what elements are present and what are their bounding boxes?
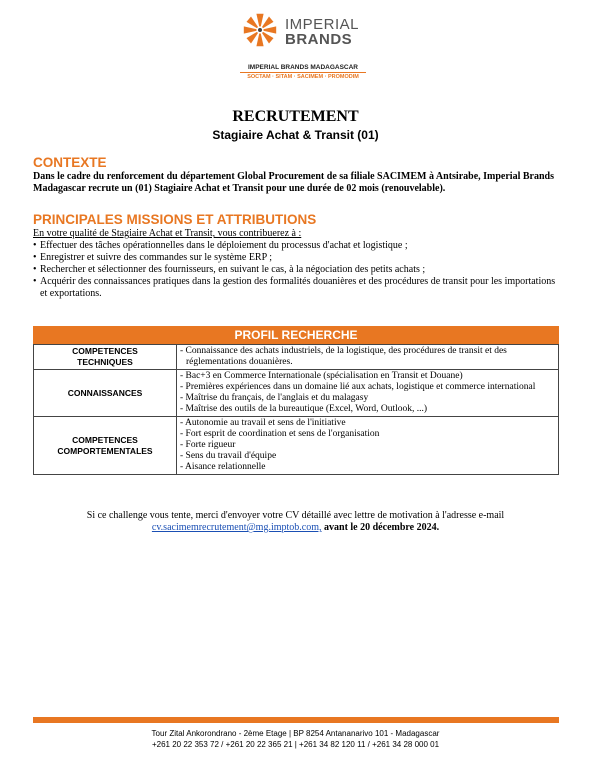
contexte-text: Dans le cadre du renforcement du département Global Procurement de sa filiale SACIMEM à Antsirabe, Imperial Brands Madagascar recrute un (01) Stagiaire Achat et Transit pour une durée de 02 mois (renouvelable). bbox=[33, 171, 554, 194]
row-label-line: COMPORTEMENTALES bbox=[57, 445, 153, 456]
company-name: IMPERIAL BRANDS MADAGASCAR bbox=[247, 64, 359, 71]
footer-address: Tour Zital Ankorondrano - 2ème Etage | BP 8254 Antananarivo 101 - Madagascar bbox=[151, 729, 440, 738]
list-item: - Autonomie au travail et sens de l'initiative bbox=[180, 418, 346, 428]
company-entities: SOCTAM · SITAM · SACIMEM · PROMODIM bbox=[247, 74, 359, 80]
row-content bbox=[177, 370, 559, 417]
row-label bbox=[34, 370, 177, 417]
table-row bbox=[34, 345, 559, 370]
missions-block bbox=[33, 228, 559, 300]
profil-heading: PROFIL RECHERCHE bbox=[33, 326, 559, 344]
missions-list bbox=[33, 240, 559, 300]
row-label-line: TECHNIQUES bbox=[77, 357, 133, 367]
list-item: - Aisance relationnelle bbox=[180, 462, 266, 472]
closing-line: Si ce challenge vous tente, merci d'envoyer votre CV détaillé avec lettre de motivation à l'adresse e-mail bbox=[86, 510, 505, 521]
list-item: • Rechercher et sélectionner des fournisseurs, en suivant le cas, à la négociation des petits achats ; bbox=[33, 264, 559, 276]
list-item: - Maîtrise des outils de la bureautique (Excel, Word, Outlook, ...) bbox=[180, 404, 428, 414]
company-logo bbox=[228, 8, 378, 84]
page-subtitle: Stagiaire Achat & Transit (01) bbox=[212, 128, 379, 142]
list-item: • Enregistrer et suivre des commandes sur le système ERP ; bbox=[33, 252, 559, 264]
closing-text bbox=[0, 510, 591, 534]
list-item: - Maîtrise du français, de l'anglais et du malagasy bbox=[180, 393, 369, 403]
row-label-line: COMPETENCES bbox=[72, 434, 138, 445]
contexte-heading: CONTEXTE bbox=[33, 155, 107, 170]
list-item: - Forte rigueur bbox=[180, 440, 236, 450]
email-link[interactable]: cv.sacimemrecrutement@mg.imptob.com, bbox=[151, 522, 322, 533]
list-item: • Acquérir des connaissances pratiques dans la gestion des formalités douanières et des procédures de transit pour les importations et exportations. bbox=[33, 276, 559, 300]
list-item: - Fort esprit de coordination et sens de l'organisation bbox=[180, 429, 380, 439]
brand-name-line1: IMPERIAL bbox=[285, 16, 360, 33]
row-label-line: COMPETENCES bbox=[72, 346, 138, 356]
row-content bbox=[177, 417, 559, 475]
logo-divider bbox=[240, 72, 366, 73]
imperial-brands-logo-icon bbox=[242, 12, 278, 48]
closing-email-line bbox=[0, 522, 591, 534]
footer bbox=[0, 728, 591, 750]
footer-divider bbox=[33, 717, 559, 723]
row-label-line: CONNAISSANCES bbox=[67, 387, 143, 398]
missions-heading: PRINCIPALES MISSIONS ET ATTRIBUTIONS bbox=[33, 212, 317, 227]
row-label bbox=[34, 417, 177, 475]
list-item: • Effectuer des tâches opérationnelles dans le déploiement du processus d'achat et logistique ; bbox=[33, 240, 559, 252]
deadline-text: avant le 20 décembre 2024. bbox=[321, 522, 440, 533]
list-item: - Sens du travail d'équipe bbox=[180, 451, 277, 461]
list-item: - Premières expériences dans un domaine lié aux achats, logistique et commerce international bbox=[180, 382, 536, 392]
list-item: - Connaissance des achats industriels, de la logistique, des procédures de transit et des réglementations douanières. bbox=[180, 346, 507, 367]
page-title: RECRUTEMENT bbox=[232, 108, 359, 125]
profil-table bbox=[33, 344, 559, 475]
footer-phones: +261 20 22 353 72 / +261 20 22 365 21 | +261 34 82 120 11 / +261 34 28 000 01 bbox=[151, 740, 440, 749]
row-content bbox=[177, 345, 559, 370]
brand-name-line2: BRANDS bbox=[285, 31, 353, 48]
missions-intro: En votre qualité de Stagiaire Achat et Transit, vous contribuerez à : bbox=[33, 228, 302, 239]
table-row bbox=[34, 417, 559, 475]
list-item: - Bac+3 en Commerce Internationale (spécialisation en Transit et Douane) bbox=[180, 371, 463, 381]
table-row bbox=[34, 370, 559, 417]
row-label bbox=[34, 345, 177, 370]
